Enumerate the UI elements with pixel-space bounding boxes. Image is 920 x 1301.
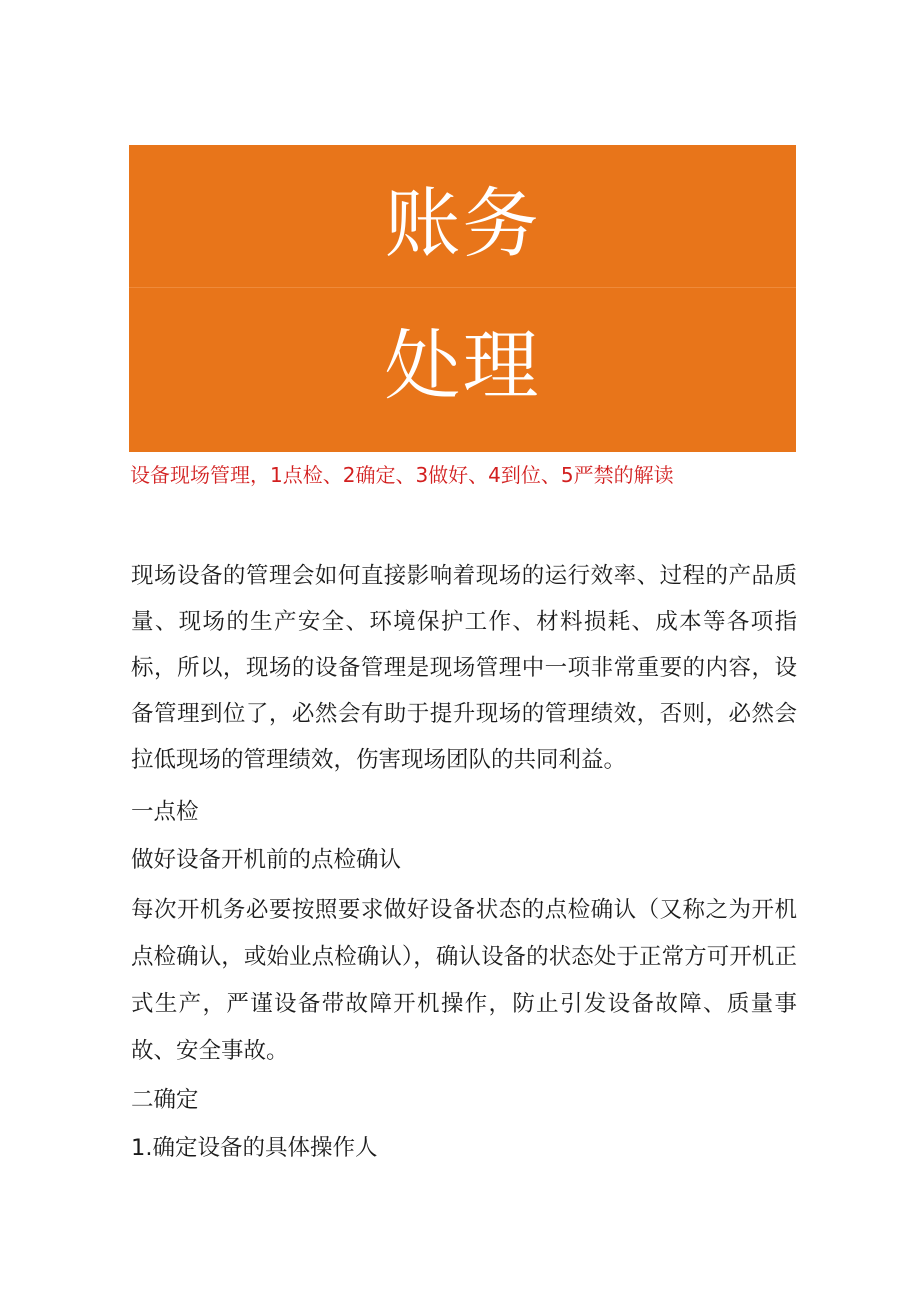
section-2-heading: 二确定: [131, 1087, 199, 1113]
title-banner: [129, 145, 796, 452]
section-1-subheading: 做好设备开机前的点检确认: [131, 847, 402, 873]
intro-paragraph: 现场设备的管理会如何直接影响着现场的运行效率、过程的产品质量、现场的生产安全、环境保护工作、材料损耗、成本等各项指标，所以，现场的设备管理是现场管理中一项非常重要的内容，设备管理到位了，必然会有助于提升现场的管理绩效，否则，必然会拉低现场的管理绩效，伤害现场团队的共同利益。: [131, 563, 797, 773]
banner-title-line-2: 处理: [384, 321, 541, 410]
section-1-heading: 一点检: [131, 799, 199, 825]
document-subtitle: 设备现场管理，1点检、2确定、3做好、4到位、5严禁的解读: [130, 463, 674, 487]
section-1-paragraph: 每次开机务必要按照要求做好设备状态的点检确认（又称之为开机点检确认，或始业点检确认），确认设备的状态处于正常方可开机正式生产，严谨设备带故障开机操作，防止引发设备故障、质量事故、安全事故。: [131, 897, 797, 1064]
banner-title-line-1: 账务: [384, 179, 541, 268]
section-2-item-1: 1.确定设备的具体操作人: [131, 1135, 378, 1161]
banner-divider: [129, 287, 796, 288]
